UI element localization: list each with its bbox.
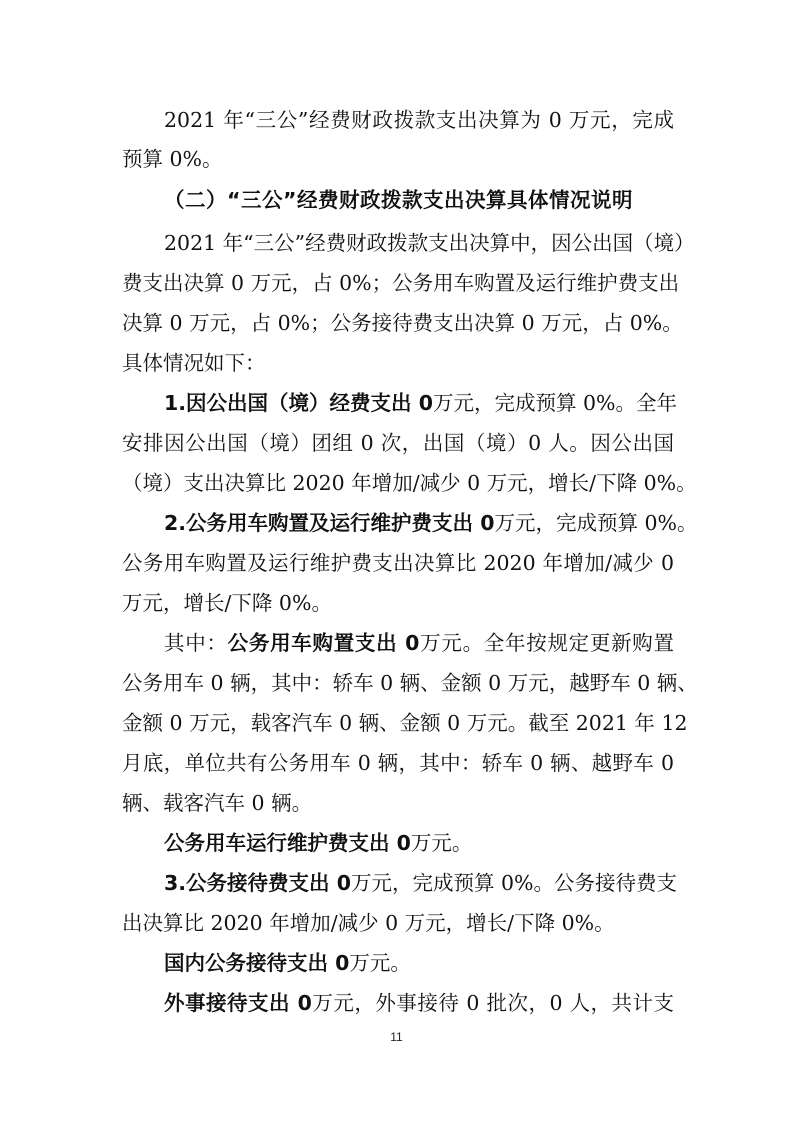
foreign-line-1 xyxy=(164,988,674,1018)
item3-line-2: 出决算比 2020 年增加/减少 0 万元，增长/下降 0%。 xyxy=(122,911,615,935)
item1-line-2: 安排因公出国（境）团组 0 次，出国（境）0 人。因公出国 xyxy=(122,431,674,455)
purchase-title: 公务用车购置支出 0 xyxy=(227,631,420,655)
intro-line-1: 2021 年“三公”经费财政拨款支出决算中，因公出国（境） xyxy=(164,231,695,255)
domestic-title: 国内公务接待支出 0 xyxy=(164,951,350,975)
purchase-line-1-rest: 万元。全年按规定更新购置 xyxy=(419,631,674,655)
summary-line-2: 预算 0%。 xyxy=(122,147,223,171)
foreign-title: 外事接待支出 0 xyxy=(164,991,312,1015)
operation-rest: 万元。 xyxy=(410,831,473,855)
item2-line-1 xyxy=(164,508,698,538)
domestic-line xyxy=(164,948,674,978)
item2-line-3: 万元，增长/下降 0%。 xyxy=(122,591,332,615)
item2-line-1-rest: 万元，完成预算 0%。 xyxy=(494,511,698,535)
item2-title: 2.公务用车购置及运行维护费支出 0 xyxy=(164,511,495,535)
intro-line-3: 决算 0 万元，占 0%；公务接待费支出决算 0 万元，占 0%。 xyxy=(122,311,683,335)
item2-line-2: 公务用车购置及运行维护费支出决算比 2020 年增加/减少 0 xyxy=(122,551,674,575)
operation-title: 公务用车运行维护费支出 0 xyxy=(164,831,411,855)
item1-line-3: （境）支出决算比 2020 年增加/减少 0 万元，增长/下降 0%。 xyxy=(122,471,697,495)
item3-line-1-rest: 万元，完成预算 0%。公务接待费支 xyxy=(350,871,677,895)
purchase-line-3: 金额 0 万元，载客汽车 0 辆、金额 0 万元。截至 2021 年 12 xyxy=(122,711,688,735)
summary-line-1: 2021 年“三公”经费财政拨款支出决算为 0 万元，完成 xyxy=(164,108,674,132)
domestic-rest: 万元。 xyxy=(349,951,411,975)
item3-line-1 xyxy=(164,868,677,898)
item3-title: 3.公务接待费支出 0 xyxy=(164,871,351,895)
purchase-line-1 xyxy=(164,628,674,658)
purchase-line-4: 月底，单位共有公务用车 0 辆，其中：轿车 0 辆、越野车 0 xyxy=(122,751,674,775)
operation-line xyxy=(164,828,674,858)
intro-line-4: 具体情况如下： xyxy=(122,351,266,375)
purchase-line-5: 辆、载客汽车 0 辆。 xyxy=(122,791,313,815)
item1-line-1 xyxy=(164,388,677,418)
purchase-line-2: 公务用车 0 辆，其中：轿车 0 辆、金额 0 万元，越野车 0 辆、 xyxy=(122,671,698,695)
intro-line-2: 费支出决算 0 万元，占 0%；公务用车购置及运行维护费支出 xyxy=(122,271,680,295)
purchase-prefix: 其中： xyxy=(164,631,228,655)
foreign-line-1-rest: 万元，外事接待 0 批次，0 人，共计支 xyxy=(311,991,674,1015)
page-number: 11 xyxy=(390,1030,403,1044)
item1-title: 1.因公出国（境）经费支出 0 xyxy=(164,391,433,415)
section-heading: （二）“三公”经费财政拨款支出决算具体情况说明 xyxy=(164,188,633,212)
item1-line-1-rest: 万元，完成预算 0%。全年 xyxy=(432,391,677,415)
